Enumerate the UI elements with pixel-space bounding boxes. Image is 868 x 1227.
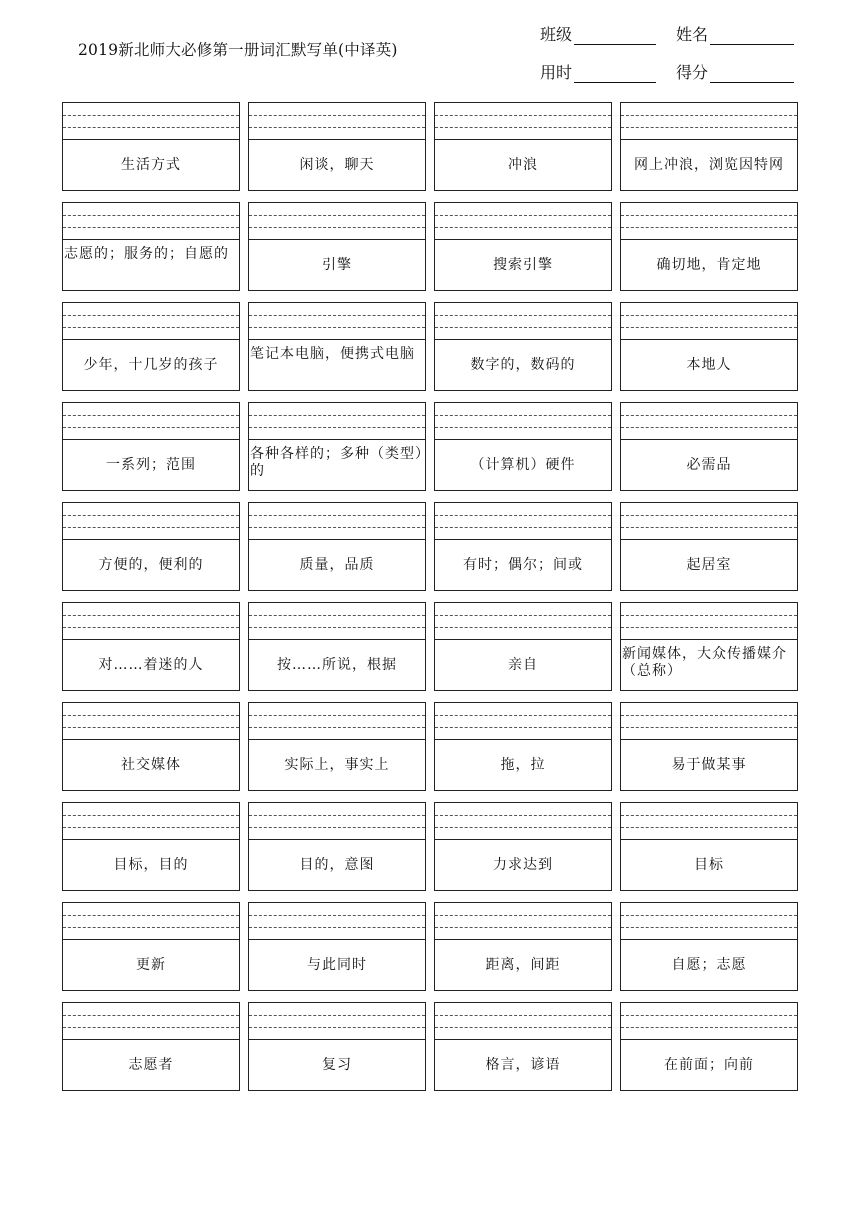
answer-writing-area[interactable] [63, 603, 239, 640]
chinese-meaning: 自愿；志愿 [671, 956, 747, 973]
answer-writing-area[interactable] [621, 203, 797, 240]
chinese-meaning: 数字的，数码的 [470, 356, 576, 373]
vocab-card [62, 402, 240, 491]
guide-line [63, 827, 239, 828]
guide-line [435, 827, 611, 828]
chinese-meaning: 距离，间距 [485, 956, 561, 973]
answer-writing-area[interactable] [621, 103, 797, 140]
answer-writing-area[interactable] [435, 603, 611, 640]
guide-line [249, 427, 425, 428]
chinese-meaning: 目的，意图 [299, 856, 375, 873]
answer-writing-area[interactable] [63, 503, 239, 540]
chinese-meaning: 更新 [136, 956, 166, 973]
chinese-meaning: 生活方式 [121, 156, 181, 173]
guide-line [621, 927, 797, 928]
answer-writing-area[interactable] [621, 303, 797, 340]
guide-line [63, 115, 239, 116]
chinese-meaning: 笔记本电脑，便携式电脑 [250, 346, 415, 362]
vocab-card [62, 202, 240, 291]
name-label: 姓名 [676, 25, 709, 44]
vocab-card [434, 402, 612, 491]
chinese-meaning: 网上冲浪，浏览因特网 [634, 156, 784, 173]
answer-writing-area[interactable] [63, 203, 239, 240]
vocab-card [248, 602, 426, 691]
vocab-card [620, 502, 798, 591]
chinese-meaning: 闲谈，聊天 [299, 156, 375, 173]
score-blank[interactable] [710, 64, 794, 83]
guide-line [435, 327, 611, 328]
guide-line [63, 515, 239, 516]
guide-line [621, 427, 797, 428]
vocab-card [620, 402, 798, 491]
answer-writing-area[interactable] [249, 403, 425, 440]
answer-writing-area[interactable] [621, 403, 797, 440]
guide-line [435, 815, 611, 816]
score-field [676, 60, 794, 83]
vocab-card [434, 1002, 612, 1091]
class-label: 班级 [540, 25, 573, 44]
vocab-card [248, 702, 426, 791]
class-blank[interactable] [574, 26, 656, 45]
chinese-meaning: 方便的，便利的 [98, 556, 204, 573]
answer-writing-area[interactable] [621, 703, 797, 740]
guide-line [621, 1027, 797, 1028]
name-blank[interactable] [710, 26, 794, 45]
answer-writing-area[interactable] [435, 503, 611, 540]
time-field [540, 60, 656, 83]
guide-line [249, 715, 425, 716]
answer-writing-area[interactable] [621, 903, 797, 940]
class-field [540, 22, 656, 45]
vocab-card [620, 702, 798, 791]
chinese-meaning: 引擎 [322, 256, 352, 273]
chinese-meaning: 与此同时 [307, 956, 367, 973]
guide-line [63, 415, 239, 416]
guide-line [63, 615, 239, 616]
guide-line [435, 527, 611, 528]
vocab-card [434, 802, 612, 891]
answer-writing-area[interactable] [435, 703, 611, 740]
answer-writing-area[interactable] [435, 403, 611, 440]
guide-line [63, 127, 239, 128]
guide-line [249, 1027, 425, 1028]
chinese-meaning: 实际上，事实上 [284, 756, 390, 773]
guide-line [621, 315, 797, 316]
vocab-card [248, 1002, 426, 1091]
chinese-meaning: 社交媒体 [121, 756, 181, 773]
guide-line [249, 127, 425, 128]
chinese-meaning: 格言，谚语 [485, 1056, 561, 1073]
chinese-meaning: 按……所说，根据 [277, 656, 397, 673]
vocab-card [620, 102, 798, 191]
guide-line [63, 327, 239, 328]
chinese-meaning: 复习 [322, 1056, 352, 1073]
chinese-meaning: 起居室 [686, 556, 732, 573]
chinese-meaning: 易于做某事 [671, 756, 747, 773]
vocab-card [620, 602, 798, 691]
guide-line [63, 1027, 239, 1028]
answer-writing-area[interactable] [435, 203, 611, 240]
answer-writing-area[interactable] [249, 1003, 425, 1040]
guide-line [249, 727, 425, 728]
guide-line [63, 315, 239, 316]
vocab-card [62, 502, 240, 591]
guide-line [249, 1015, 425, 1016]
answer-writing-area[interactable] [63, 703, 239, 740]
answer-writing-area[interactable] [435, 1003, 611, 1040]
guide-line [63, 915, 239, 916]
chinese-meaning: 新闻媒体，大众传播媒介（总称） [622, 646, 787, 679]
answer-writing-area[interactable] [249, 203, 425, 240]
chinese-meaning: 志愿的；服务的；自愿的 [64, 246, 229, 262]
guide-line [63, 527, 239, 528]
chinese-meaning: 力求达到 [493, 856, 553, 873]
vocab-card [248, 302, 426, 391]
guide-line [435, 515, 611, 516]
chinese-meaning: 搜索引擎 [493, 256, 553, 273]
vocab-card [62, 602, 240, 691]
vocab-card [248, 102, 426, 191]
answer-writing-area[interactable] [621, 803, 797, 840]
vocab-card [434, 202, 612, 291]
score-label: 得分 [676, 63, 709, 82]
answer-writing-area[interactable] [435, 303, 611, 340]
guide-line [249, 327, 425, 328]
guide-line [621, 615, 797, 616]
guide-line [435, 615, 611, 616]
guide-line [435, 427, 611, 428]
guide-line [63, 815, 239, 816]
answer-writing-area[interactable] [63, 403, 239, 440]
guide-line [249, 227, 425, 228]
chinese-meaning: （计算机）硬件 [470, 456, 576, 473]
name-field [676, 22, 794, 45]
answer-writing-area[interactable] [621, 603, 797, 640]
guide-line [621, 815, 797, 816]
chinese-meaning: 本地人 [686, 356, 732, 373]
guide-line [63, 215, 239, 216]
guide-line [435, 715, 611, 716]
guide-line [249, 215, 425, 216]
guide-line [435, 627, 611, 628]
guide-line [435, 915, 611, 916]
chinese-meaning: 志愿者 [128, 1056, 174, 1073]
guide-line [249, 115, 425, 116]
guide-line [249, 527, 425, 528]
guide-line [621, 915, 797, 916]
guide-line [621, 727, 797, 728]
answer-writing-area[interactable] [435, 903, 611, 940]
answer-writing-area[interactable] [249, 703, 425, 740]
vocab-card [62, 302, 240, 391]
vocab-card [434, 602, 612, 691]
vocab-card [62, 1002, 240, 1091]
guide-line [249, 315, 425, 316]
vocab-grid [62, 102, 798, 1091]
answer-writing-area[interactable] [249, 903, 425, 940]
guide-line [621, 1015, 797, 1016]
vocab-card [248, 402, 426, 491]
vocab-card [62, 902, 240, 991]
guide-line [621, 715, 797, 716]
answer-writing-area[interactable] [249, 503, 425, 540]
guide-line [63, 1015, 239, 1016]
vocab-card [62, 702, 240, 791]
vocab-card [62, 102, 240, 191]
guide-line [621, 415, 797, 416]
guide-line [621, 327, 797, 328]
guide-line [63, 427, 239, 428]
answer-writing-area[interactable] [249, 303, 425, 340]
vocab-card [620, 302, 798, 391]
vocab-card [620, 1002, 798, 1091]
vocab-card [434, 302, 612, 391]
guide-line [435, 127, 611, 128]
guide-line [435, 1027, 611, 1028]
guide-line [249, 415, 425, 416]
vocab-card [62, 802, 240, 891]
chinese-meaning: 拖，拉 [500, 756, 546, 773]
guide-line [63, 227, 239, 228]
chinese-meaning: 确切地，肯定地 [656, 256, 762, 273]
guide-line [435, 215, 611, 216]
guide-line [435, 727, 611, 728]
chinese-meaning: 目标，目的 [113, 856, 189, 873]
guide-line [63, 727, 239, 728]
chinese-meaning: 亲自 [508, 656, 538, 673]
guide-line [621, 515, 797, 516]
guide-line [249, 515, 425, 516]
guide-line [435, 115, 611, 116]
vocab-card [248, 802, 426, 891]
answer-writing-area[interactable] [249, 803, 425, 840]
answer-writing-area[interactable] [63, 803, 239, 840]
answer-writing-area[interactable] [621, 1003, 797, 1040]
guide-line [63, 627, 239, 628]
chinese-meaning: 一系列；范围 [106, 456, 196, 473]
guide-line [621, 115, 797, 116]
chinese-meaning: 对……着迷的人 [98, 656, 204, 673]
guide-line [249, 827, 425, 828]
chinese-meaning: 质量，品质 [299, 556, 375, 573]
chinese-meaning: 目标 [694, 856, 724, 873]
answer-writing-area[interactable] [249, 103, 425, 140]
guide-line [249, 915, 425, 916]
guide-line [435, 227, 611, 228]
vocab-card [620, 902, 798, 991]
vocab-card [248, 202, 426, 291]
vocab-card [434, 102, 612, 191]
answer-writing-area[interactable] [249, 603, 425, 640]
chinese-meaning: 在前面；向前 [664, 1056, 754, 1073]
answer-writing-area[interactable] [63, 103, 239, 140]
guide-line [621, 527, 797, 528]
chinese-meaning: 有时；偶尔；间或 [463, 556, 583, 573]
vocab-card [434, 502, 612, 591]
chinese-meaning: 少年，十几岁的孩子 [83, 356, 219, 373]
time-label: 用时 [540, 63, 573, 82]
guide-line [249, 927, 425, 928]
guide-line [621, 827, 797, 828]
answer-writing-area[interactable] [63, 303, 239, 340]
worksheet-title: 2019新北师大必修第一册词汇默写单(中译英) [78, 41, 398, 59]
guide-line [435, 415, 611, 416]
guide-line [435, 1015, 611, 1016]
guide-line [621, 215, 797, 216]
answer-writing-area[interactable] [621, 503, 797, 540]
chinese-meaning: 各种各样的；多种（类型）的 [250, 446, 423, 479]
vocab-card [620, 802, 798, 891]
vocab-card [620, 202, 798, 291]
answer-writing-area[interactable] [435, 103, 611, 140]
guide-line [435, 927, 611, 928]
answer-writing-area[interactable] [435, 803, 611, 840]
guide-line [249, 627, 425, 628]
vocab-card [248, 902, 426, 991]
vocab-card [434, 902, 612, 991]
guide-line [621, 627, 797, 628]
guide-line [249, 815, 425, 816]
guide-line [621, 127, 797, 128]
guide-line [249, 615, 425, 616]
guide-line [63, 927, 239, 928]
vocab-card [248, 502, 426, 591]
guide-line [621, 227, 797, 228]
time-blank[interactable] [574, 64, 656, 83]
answer-writing-area[interactable] [63, 1003, 239, 1040]
guide-line [63, 715, 239, 716]
guide-line [435, 315, 611, 316]
chinese-meaning: 冲浪 [508, 156, 538, 173]
vocab-card [434, 702, 612, 791]
answer-writing-area[interactable] [63, 903, 239, 940]
chinese-meaning: 必需品 [686, 456, 732, 473]
